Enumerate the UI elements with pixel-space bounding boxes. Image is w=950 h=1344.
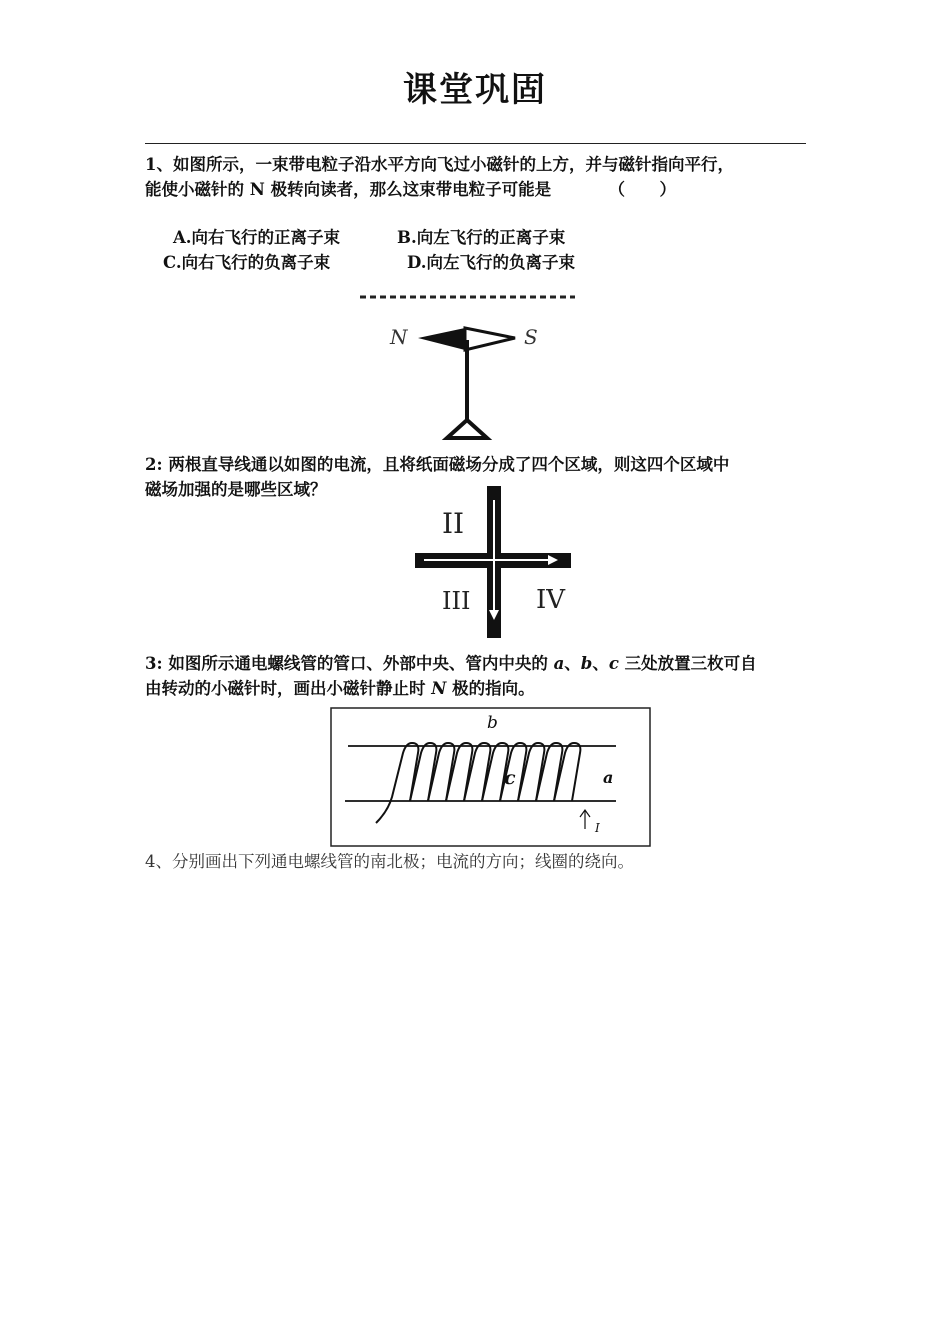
needle-s-label: S — [524, 325, 538, 349]
question-3-var-c: c — [608, 654, 619, 673]
question-3-sep-2: 、 — [592, 654, 609, 673]
question-3-var-b: b — [580, 654, 593, 673]
option-c: C.向右飞行的负离子束 — [163, 253, 331, 272]
needle-stand-base — [447, 420, 487, 438]
option-a: A.向右飞行的正离子束 — [173, 228, 341, 247]
question-2-line-1: 2: 两根直导线通以如图的电流，且将纸面磁场分成了四个区域，则这四个区域中 — [145, 455, 730, 474]
title-divider — [145, 143, 806, 144]
question-3 — [145, 651, 810, 701]
question-3-line-1 — [145, 651, 810, 676]
crossed-wires-figure — [412, 486, 574, 638]
question-3-text-b: 三处放置三枚可自 — [618, 654, 757, 673]
point-a-label: a — [603, 768, 614, 787]
compass-needle-figure — [330, 278, 615, 448]
region-iii-label: III — [442, 587, 471, 615]
question-1-line-1: 1、如图所示，一束带电粒子沿水平方向飞过小磁针的上方，并与磁针指向平行， — [145, 155, 734, 174]
needle-n-half — [418, 328, 465, 350]
point-c-label: c — [504, 767, 516, 789]
question-3-sep-1: 、 — [564, 654, 581, 673]
point-b-label: b — [487, 713, 498, 733]
solenoid-figure — [330, 707, 652, 848]
question-3-text-d: 极的指向。 — [446, 679, 535, 698]
question-3-var-n: N — [431, 679, 447, 698]
question-1 — [145, 152, 810, 202]
question-2-line-2: 磁场加强的是哪些区域？ — [145, 480, 327, 499]
option-d: D.向左飞行的负离子束 — [407, 253, 575, 272]
question-3-text-c: 由转动的小磁针时，画出小磁针静止时 — [145, 679, 432, 698]
question-3-line-2 — [145, 676, 810, 701]
region-iv-label: IV — [536, 585, 566, 615]
page-title: 课堂巩固 — [403, 70, 547, 110]
current-i-label: I — [595, 821, 600, 835]
region-ii-label: II — [442, 507, 465, 540]
question-3-var-a: a — [553, 654, 565, 673]
option-b: B.向左飞行的正离子束 — [397, 228, 566, 247]
question-4: 4、分别画出下列通电螺线管的南北极；电流的方向；线圈的绕向。 — [145, 852, 634, 871]
question-1-line-2: 能使小磁针的 N 极转向读者，那么这束带电粒子可能是 （ ） — [145, 180, 676, 199]
needle-s-half — [465, 328, 515, 350]
needle-n-label: N — [390, 325, 408, 349]
question-3-text-a: 3: 如图所示通电螺线管的管口、外部中央、管内中央的 — [145, 654, 554, 673]
